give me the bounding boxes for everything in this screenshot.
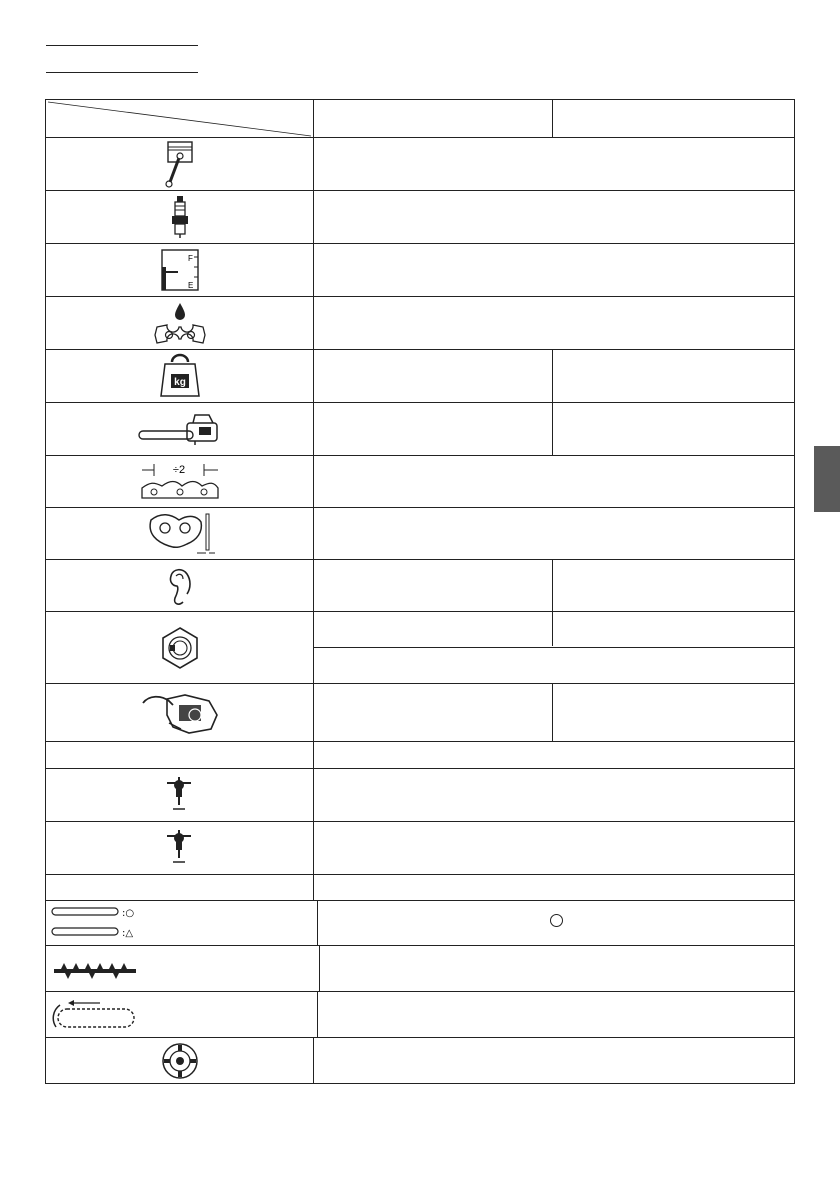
- table-row: [46, 901, 794, 946]
- table-row: [46, 560, 794, 612]
- fuel-gauge-icon: [158, 247, 202, 293]
- header-rule-2: [46, 72, 198, 73]
- table-row: [46, 822, 794, 875]
- saw-chain-icon: [52, 957, 138, 981]
- ear-icon: [165, 564, 195, 608]
- table-row: [46, 992, 794, 1038]
- table-row: [46, 742, 794, 769]
- piston-icon: [160, 139, 200, 189]
- gauge-empty-label: E: [187, 281, 193, 290]
- carburetor-screw-icon: [163, 826, 197, 870]
- table-row: [46, 403, 794, 456]
- table-row: [46, 875, 794, 901]
- chain-link-gauge-icon: [145, 510, 215, 558]
- table-row: [46, 946, 794, 992]
- circle-mark-icon: [550, 914, 563, 927]
- oil-drop-chain-icon: [151, 299, 209, 347]
- guide-bar-mark-triangle: :△: [122, 928, 134, 939]
- table-row: [46, 191, 794, 244]
- chain-pitch-icon: [140, 460, 220, 504]
- diagonal-line: [46, 100, 313, 138]
- chain-speed-icon: [50, 997, 136, 1033]
- spec-table: [45, 99, 795, 1084]
- table-row: [46, 350, 794, 403]
- sprocket-icon: [160, 1041, 200, 1081]
- spark-plug-icon: [165, 194, 195, 240]
- pitch-label: ÷2: [172, 463, 185, 476]
- table-row: [46, 1038, 794, 1084]
- section-tab: [814, 446, 840, 512]
- diagonal-header-cell: [46, 100, 314, 137]
- table-row: [46, 508, 794, 560]
- table-header-row: [46, 100, 794, 138]
- carburetor-screw-icon: [163, 773, 197, 817]
- table-row: [46, 297, 794, 350]
- table-row: [46, 684, 794, 742]
- guide-bar-icon: [50, 905, 150, 941]
- table-row: [46, 138, 794, 191]
- table-row: [46, 456, 794, 508]
- chainsaw-front-icon: [139, 689, 221, 737]
- gauge-full-label: F: [187, 254, 193, 263]
- nut-vibration-icon: [158, 626, 202, 670]
- weight-kg-icon: [157, 352, 203, 400]
- table-row: [46, 244, 794, 297]
- weight-unit-label: kg: [173, 377, 186, 388]
- table-row: [46, 612, 794, 684]
- header-rule-1: [46, 45, 198, 46]
- guide-bar-mark-circle: :○: [122, 908, 135, 919]
- chainsaw-side-icon: [137, 411, 223, 447]
- table-row: [46, 769, 794, 822]
